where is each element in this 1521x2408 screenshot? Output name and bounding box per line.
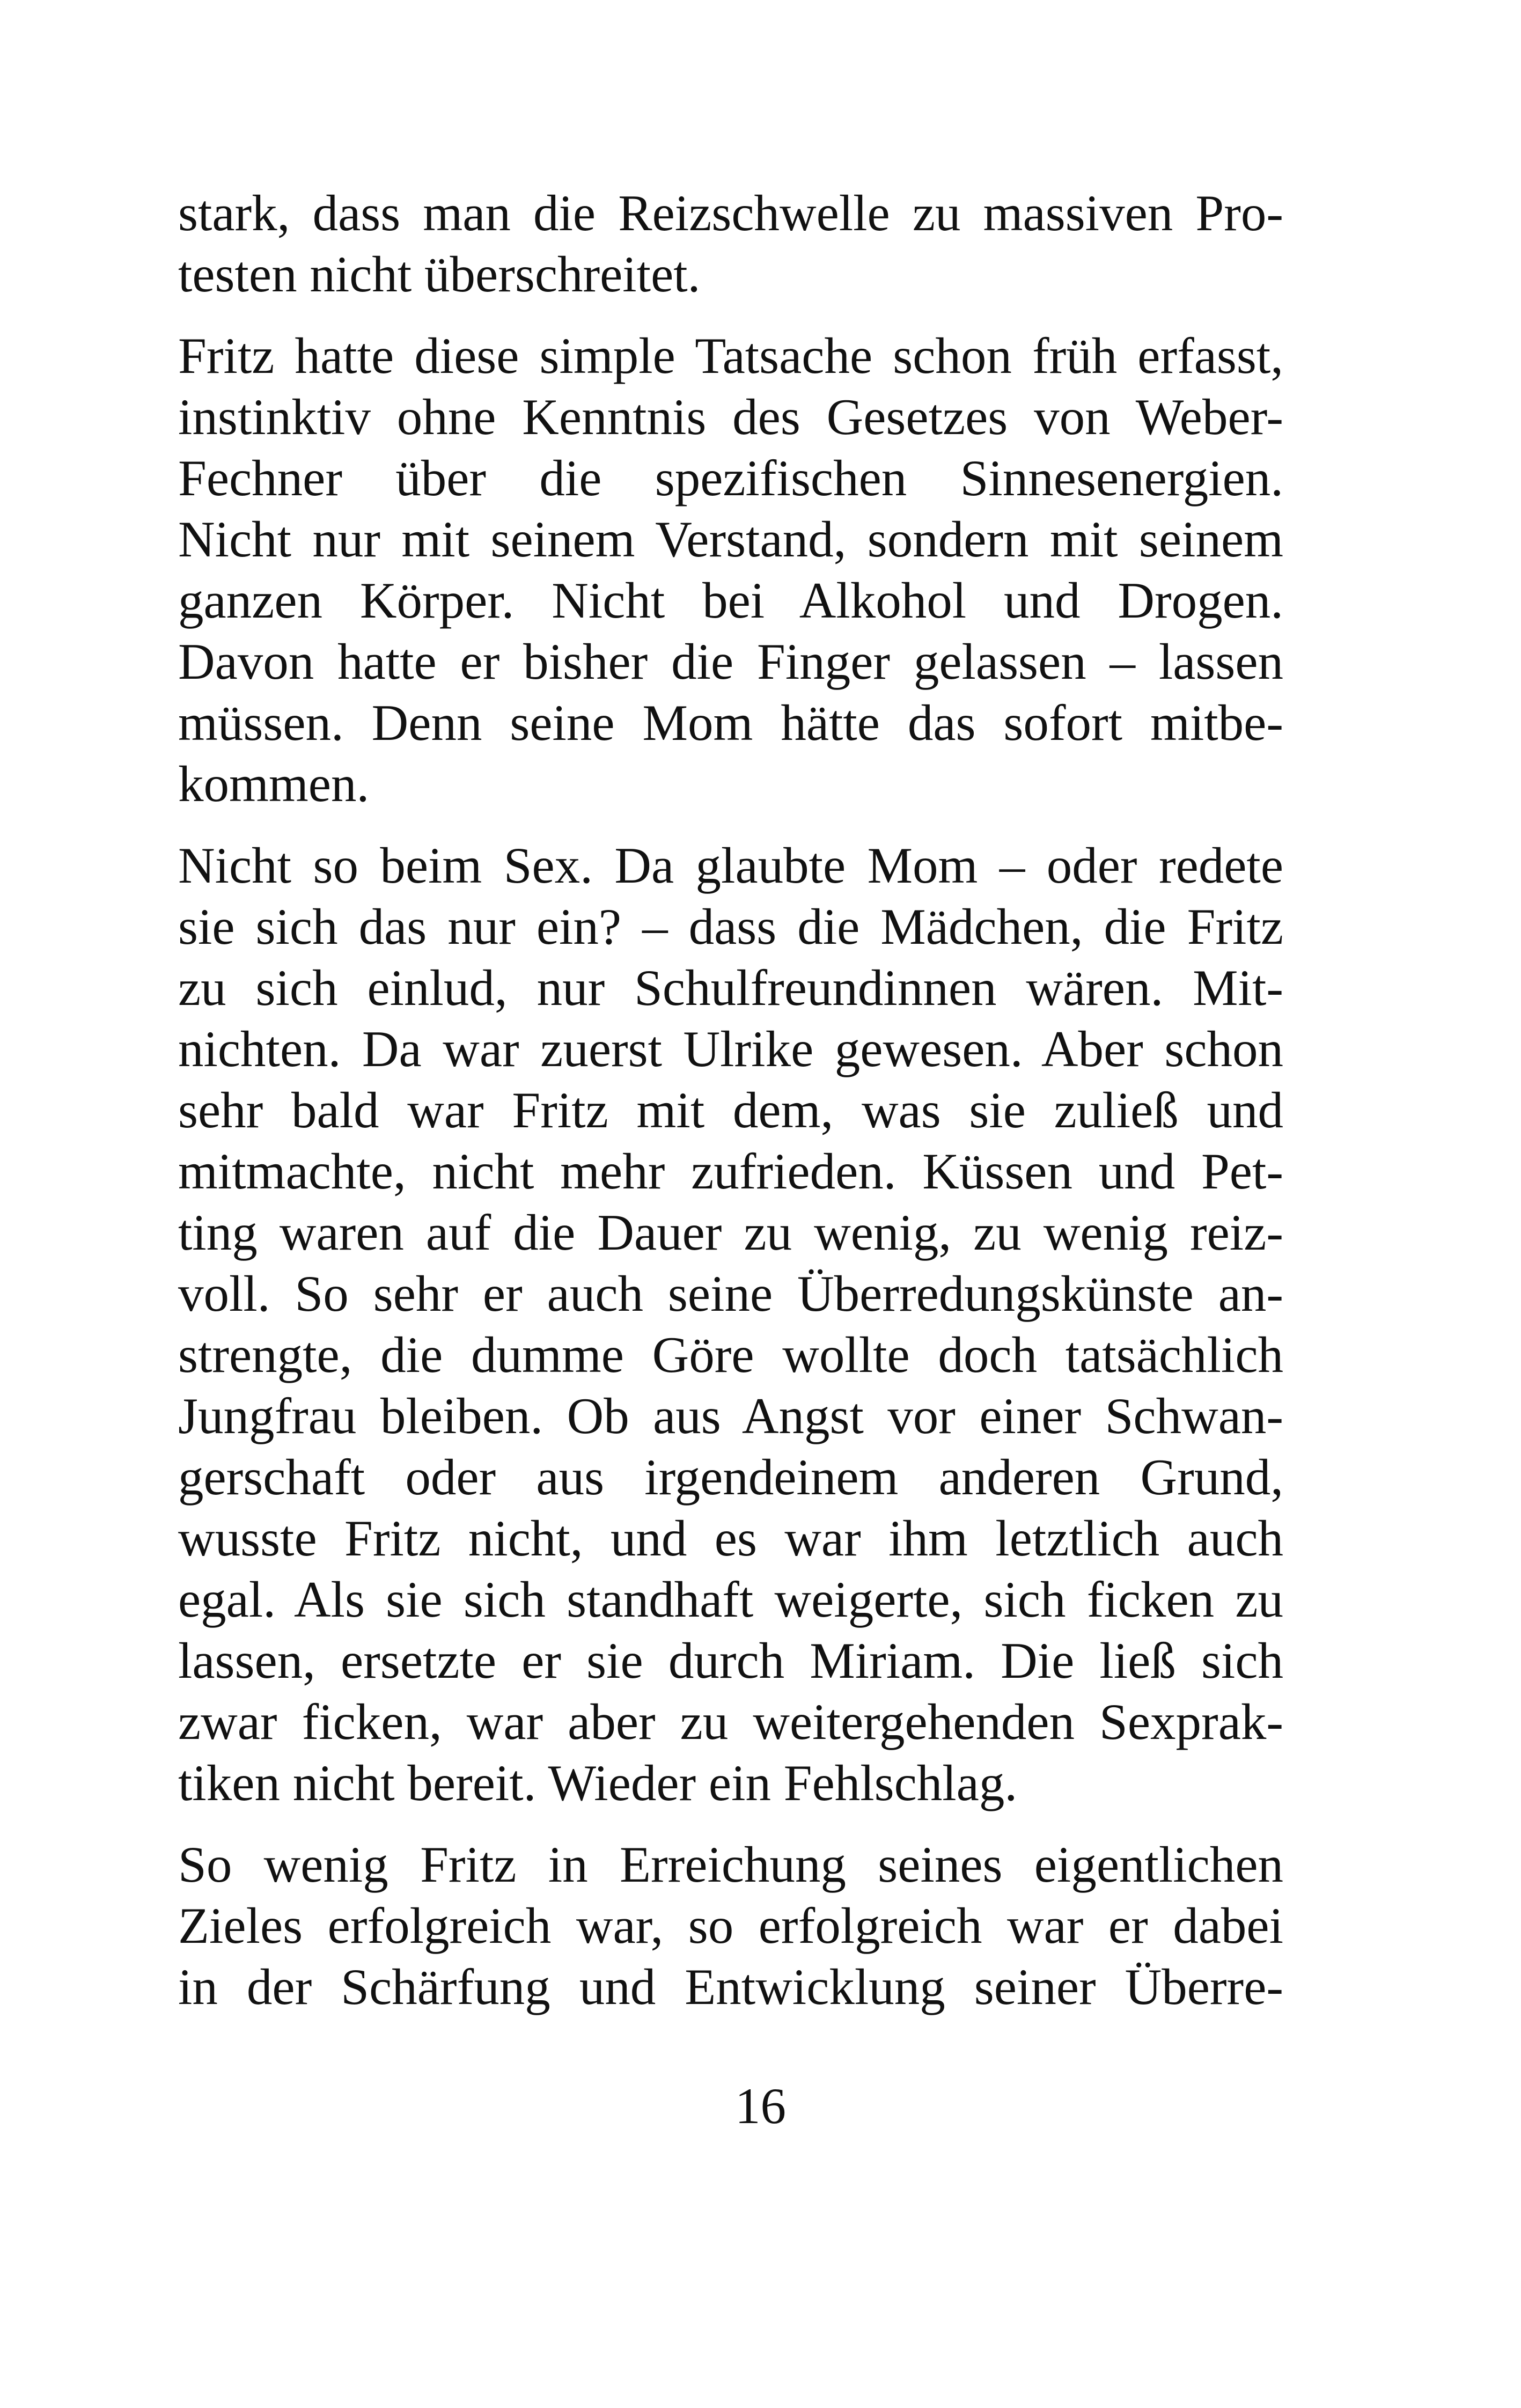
text-line: stark, dass man die Reizschwelle zu massiven Pro- [178,185,1283,241]
text-line: müssen. Denn seine Mom hätte das sofort mitbe- [178,694,1283,751]
page-number: 16 [735,2077,786,2134]
paragraph [178,1834,1283,2017]
text-line: Nicht nur mit seinem Verstand, sondern mit seinem [178,511,1283,568]
text-line: instinktiv ohne Kenntnis des Gesetzes von Weber- [178,388,1283,445]
text-line: ganzen Körper. Nicht bei Alkohol und Drogen. [178,572,1283,629]
text-line: Fechner über die spezifischen Sinnesenergien. [178,450,1283,506]
text-line: ting waren auf die Dauer zu wenig, zu wenig reiz- [178,1204,1283,1261]
text-line: Davon hatte er bisher die Finger gelassen – lassen [178,633,1283,690]
text-line: kommen. [178,755,370,812]
text-line: Nicht so beim Sex. Da glaubte Mom – oder redete [178,837,1283,894]
text-line: strengte, die dumme Göre wollte doch tatsächlich [178,1326,1283,1383]
text-line: lassen, ersetzte er sie durch Miriam. Die ließ sich [178,1632,1283,1689]
text-line: sehr bald war Fritz mit dem, was sie zuließ und [178,1082,1283,1139]
text-line: Jungfrau bleiben. Ob aus Angst vor einer Schwan- [178,1387,1283,1444]
text-line: nichten. Da war zuerst Ulrike gewesen. Aber schon [178,1021,1283,1077]
text-line: Fritz hatte diese simple Tatsache schon früh erfasst, [178,327,1283,384]
text-line: testen nicht überschreitet. [178,246,701,303]
text-line: in der Schärfung und Entwicklung seiner Überre- [178,1958,1283,2015]
text-line: zu sich einlud, nur Schulfreundinnen wären. Mit- [178,959,1283,1016]
text-line: tiken nicht bereit. Wieder ein Fehlschlag. [178,1754,1018,1811]
text-line: egal. Als sie sich standhaft weigerte, sich ficken zu [178,1571,1283,1628]
body-text [178,182,1283,2038]
text-line: zwar ficken, war aber zu weitergehenden Sexprak- [178,1693,1283,1750]
paragraph [178,182,1283,305]
text-line: mitmachte, nicht mehr zufrieden. Küssen und Pet- [178,1143,1283,1200]
text-line: wusste Fritz nicht, und es war ihm letztlich auch [178,1510,1283,1567]
text-line: Zieles erfolgreich war, so erfolgreich war er dabei [178,1897,1283,1954]
text-line: voll. So sehr er auch seine Überredungskünste an- [178,1265,1283,1322]
text-line: So wenig Fritz in Erreichung seines eigentlichen [178,1836,1283,1893]
text-line: gerschaft oder aus irgendeinem anderen Grund, [178,1449,1283,1506]
text-line: sie sich das nur ein? – dass die Mädchen, die Fritz [178,898,1283,955]
paragraph [178,835,1283,1814]
paragraph [178,325,1283,814]
